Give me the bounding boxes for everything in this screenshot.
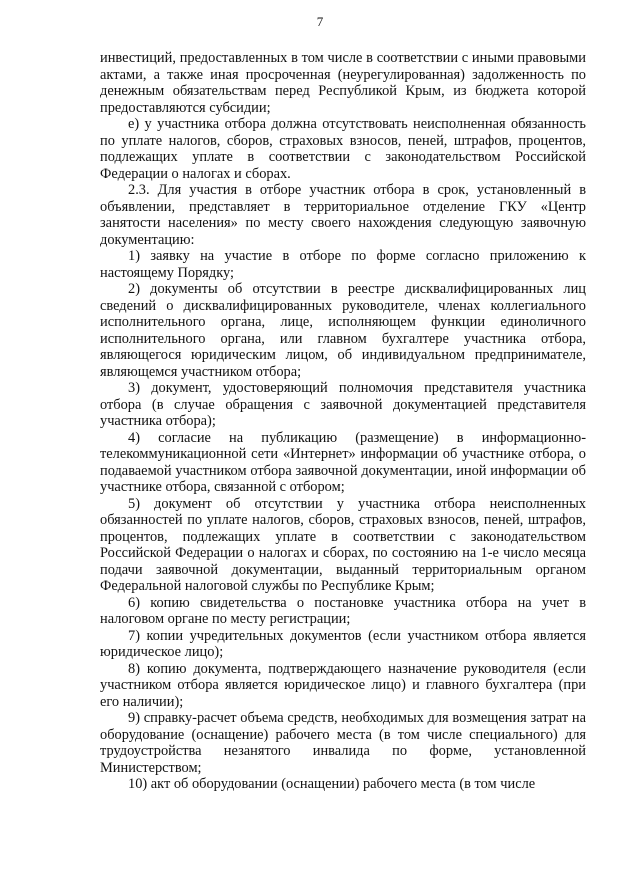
paragraph-investments-continued: инвестиций, предоставленных в том числе в соответствии с иными правовыми актами, а также иная просроченная (неурегулированная) задолженность по денежным обязательствам перед Республикой Крым, из бюджета которой предоставляются субсидии; [100, 50, 586, 116]
document-body [100, 50, 586, 793]
list-item-8: 8) копию документа, подтверждающего назначение руководителя (если участником отбора является юридическое лицо) и главного бухгалтера (при его наличии); [100, 660, 586, 710]
list-item-10: 10) акт об оборудовании (оснащении) рабочего места (в том числе [128, 776, 536, 792]
list-item-4: 4) согласие на публикацию (размещение) в информационно-телекоммуникационной сети «Интернет» информации об участнике отбора, о подаваемой участником отбора заявочной документации, иной информации об участнике отбора, связанной с отбором; [100, 429, 586, 495]
list-item-5: 5) документ об отсутствии у участника отбора неисполненных обязанностей по уплате налогов, сборов, страховых взносов, пеней, штрафов, процентов, подлежащих уплате в соответствии с законодательством Российской Федерации о налогах и сборах, по состоянию на 1-е число месяца подачи заявочной документации, выданный территориальным органом Федеральной налоговой службы по Республике Крым; [100, 495, 586, 594]
paragraph-2-3: 2.3. Для участия в отборе участник отбора в срок, установленный в объявлении, представляет в территориальное отделение ГКУ «Центр занятости населения» по месту своего нахождения следующую заявочную документацию: [100, 182, 586, 248]
list-item-7: 7) копии учредительных документов (если участником отбора является юридическое лицо); [100, 627, 586, 660]
list-item-9: 9) справку-расчет объема средств, необходимых для возмещения затрат на оборудование (оснащение) рабочего места (в том числе специального) для трудоустройства незанятого инвалида по форме, установленной Министерством; [100, 710, 586, 776]
list-item-2: 2) документы об отсутствии в реестре дисквалифицированных лиц сведений о дисквалифицированных руководителе, членах коллегиального исполнительного органа, лице, исполняющем функции единоличного исполнительного органа, или главном бухгалтере участника отбора, являющегося юридическим лицом, об индивидуальном предпринимателе, являющемся участником отбора; [100, 281, 586, 380]
page-number: 7 [316, 14, 324, 29]
list-item-6: 6) копию свидетельства о постановке участника отбора на учет в налоговом органе по месту регистрации; [100, 594, 586, 627]
list-item-1: 1) заявку на участие в отборе по форме согласно приложению к настоящему Порядку; [100, 248, 586, 281]
list-item-3: 3) документ, удостоверяющий полномочия представителя участника отбора (в случае обращения с заявочной документацией представителя участника отбора); [100, 380, 586, 429]
paragraph-item-e: е) у участника отбора должна отсутствовать неисполненная обязанность по уплате налогов, сборов, страховых взносов, пеней, штрафов, процентов, подлежащих уплате в соответствии с законодательством Российской Федерации о налогах и сборах. [100, 116, 586, 182]
